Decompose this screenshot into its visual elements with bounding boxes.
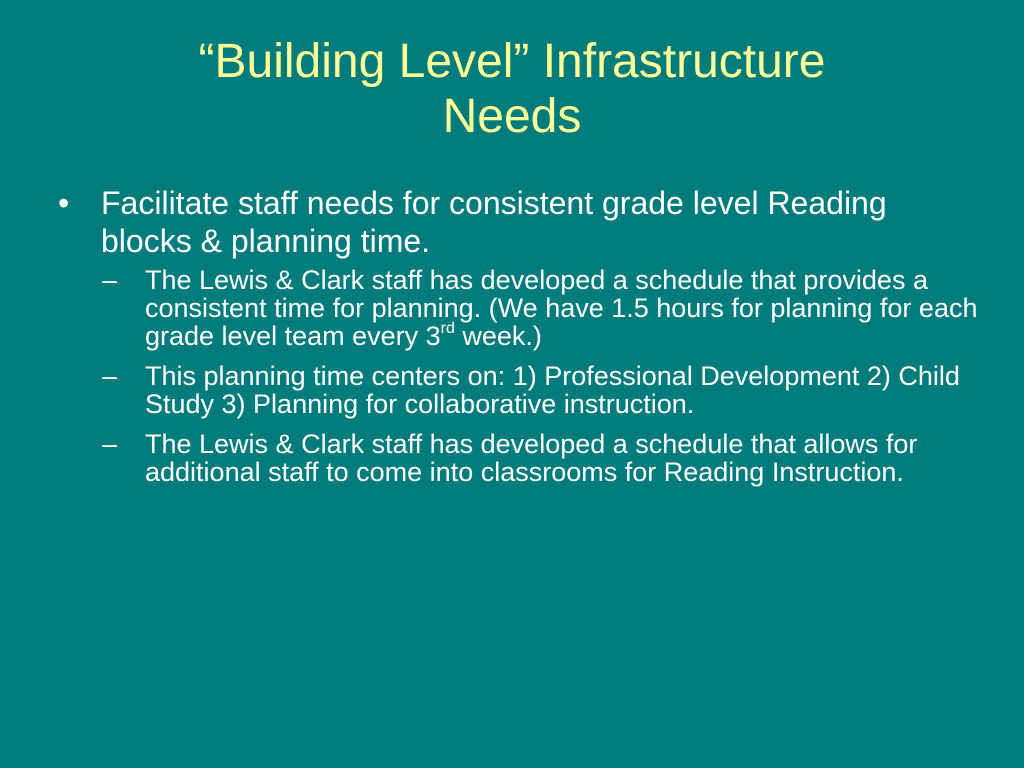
sub-bullet-item-3: [102, 430, 985, 486]
bullet-dot-icon: •: [58, 185, 70, 221]
sub-bullet-list: [58, 266, 978, 486]
slide-title: [60, 34, 964, 144]
bullet-item: [58, 184, 978, 260]
sub-bullet-2-text: This planning time centers on: 1) Professional Development 2) Child Study 3) Planning for collaborative instruction.: [145, 361, 960, 419]
slide-body: [58, 184, 978, 498]
sub-bullet-item-1: [102, 266, 985, 350]
slide-title-line-1: “Building Level” Infrastructure: [198, 35, 826, 88]
sub-bullet-1-text: [145, 265, 977, 351]
dash-icon: –: [102, 429, 118, 459]
sub-bullet-3-text: The Lewis & Clark staff has developed a schedule that allows for additional staff to come into classrooms for Reading Instruction.: [145, 429, 918, 487]
ordinal-suffix: rd: [440, 320, 455, 337]
dash-icon: –: [102, 361, 118, 391]
slide-title-line-2: Needs: [442, 90, 582, 143]
sub-bullet-1-text-end: week.): [454, 321, 542, 351]
sub-bullet-1-text-main: The Lewis & Clark staff has developed a schedule that provides a consistent time for planning. (We have 1.5 hours for planning for each grade level team every 3: [145, 265, 978, 351]
dash-icon: –: [102, 265, 118, 295]
bullet-text: Facilitate staff needs for consistent grade level Reading blocks & planning time.: [101, 185, 887, 259]
sub-bullet-item-2: [102, 362, 985, 418]
